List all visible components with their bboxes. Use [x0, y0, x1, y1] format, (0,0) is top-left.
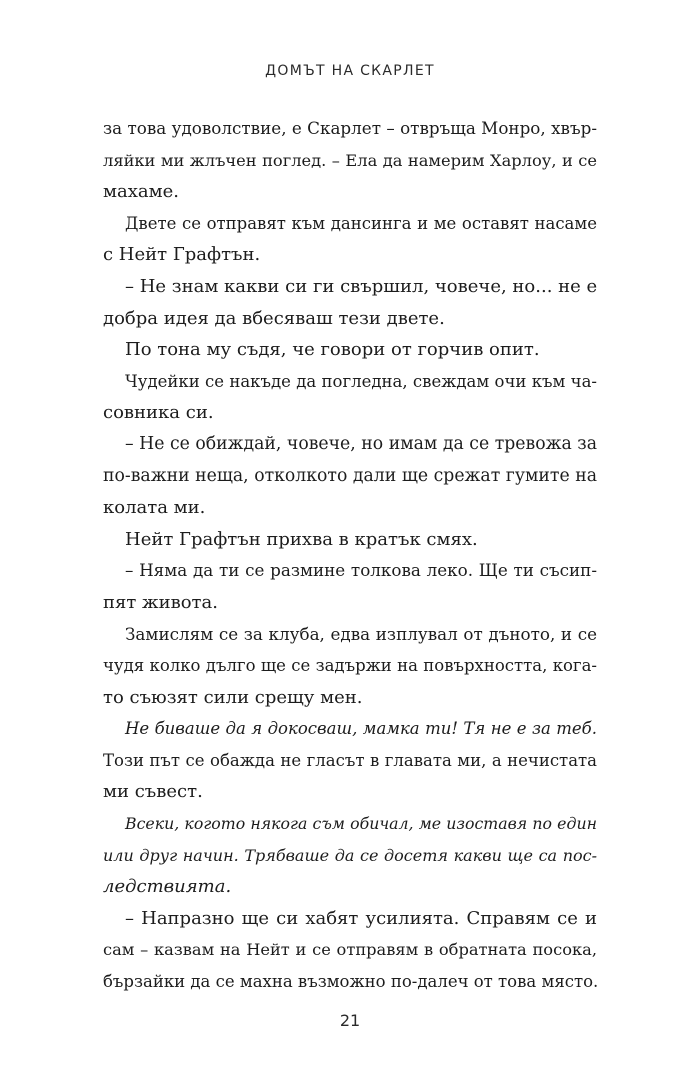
italic-text-line: Всеки, когото някога съм обичал, ме изоставя по един: [125, 814, 597, 834]
text-line: сам – казвам на Нейт и се отправям в обратната посока,: [103, 940, 597, 960]
text-line: за това удоволствие, е Скарлет – отвръща Монро, хвър-: [103, 118, 597, 138]
text-line: По тона му съдя, че говори от горчив опит.: [125, 339, 540, 361]
text-line: колата ми.: [103, 497, 206, 519]
text-line: пят живота.: [103, 591, 218, 613]
text-line: с Нейт Графтън.: [103, 244, 261, 266]
text-line: добра идея да вбесяваш тези двете.: [103, 307, 445, 329]
italic-text-line: Не биваше да я докосваш, мамка ти! Тя не е за теб.: [125, 719, 597, 739]
text-line: Чудейки се накъде да погледна, свеждам очи към ча-: [125, 371, 597, 391]
text-line: – Няма да ти се размине толкова леко. Ще ти съсип-: [125, 560, 597, 581]
page-number: 21: [339, 1011, 361, 1030]
italic-text-line: или друг начин. Трябваше да се досетя какви ще са пос-: [103, 845, 597, 865]
text-line: чудя колко дълго ще се задържи на повърхността, кога-: [103, 656, 597, 676]
text-line: махаме.: [103, 181, 179, 203]
text-line: совника си.: [103, 402, 214, 424]
text-line: ми съвест.: [103, 781, 203, 803]
text-line: – Не се обиждай, човече, но имам да се тревожа за: [125, 433, 597, 454]
italic-text-line: ледствията.: [103, 876, 232, 898]
text-line: то съюзят сили срещу мен.: [103, 686, 363, 708]
text-line: бързайки да се махна възможно по-далеч от това място.: [103, 972, 599, 992]
text-line: Замислям се за клуба, едва изплувал от дъното, и се: [125, 623, 597, 644]
text-line: – Не знам какви си ги свършил, човече, но... не е: [125, 275, 598, 297]
running-header: ДОМЪТ НА СКАРЛЕТ: [265, 63, 435, 79]
text-line: Нейт Графтън прихва в кратък смях.: [125, 528, 478, 550]
text-line: – Напразно ще си хабят усилията. Справям се и: [125, 907, 597, 929]
text-line: Двете се отправят към дансинга и ме оставят насаме: [125, 213, 597, 233]
text-line: Този път се обажда не гласът в главата ми, а нечистата: [103, 750, 597, 770]
body-text: [103, 113, 597, 998]
text-line: ляйки ми жлъчен поглед. – Ела да намерим Харлоу, и се: [103, 150, 597, 170]
text-line: по-важни неща, отколкото дали ще срежат гумите на: [103, 465, 597, 486]
